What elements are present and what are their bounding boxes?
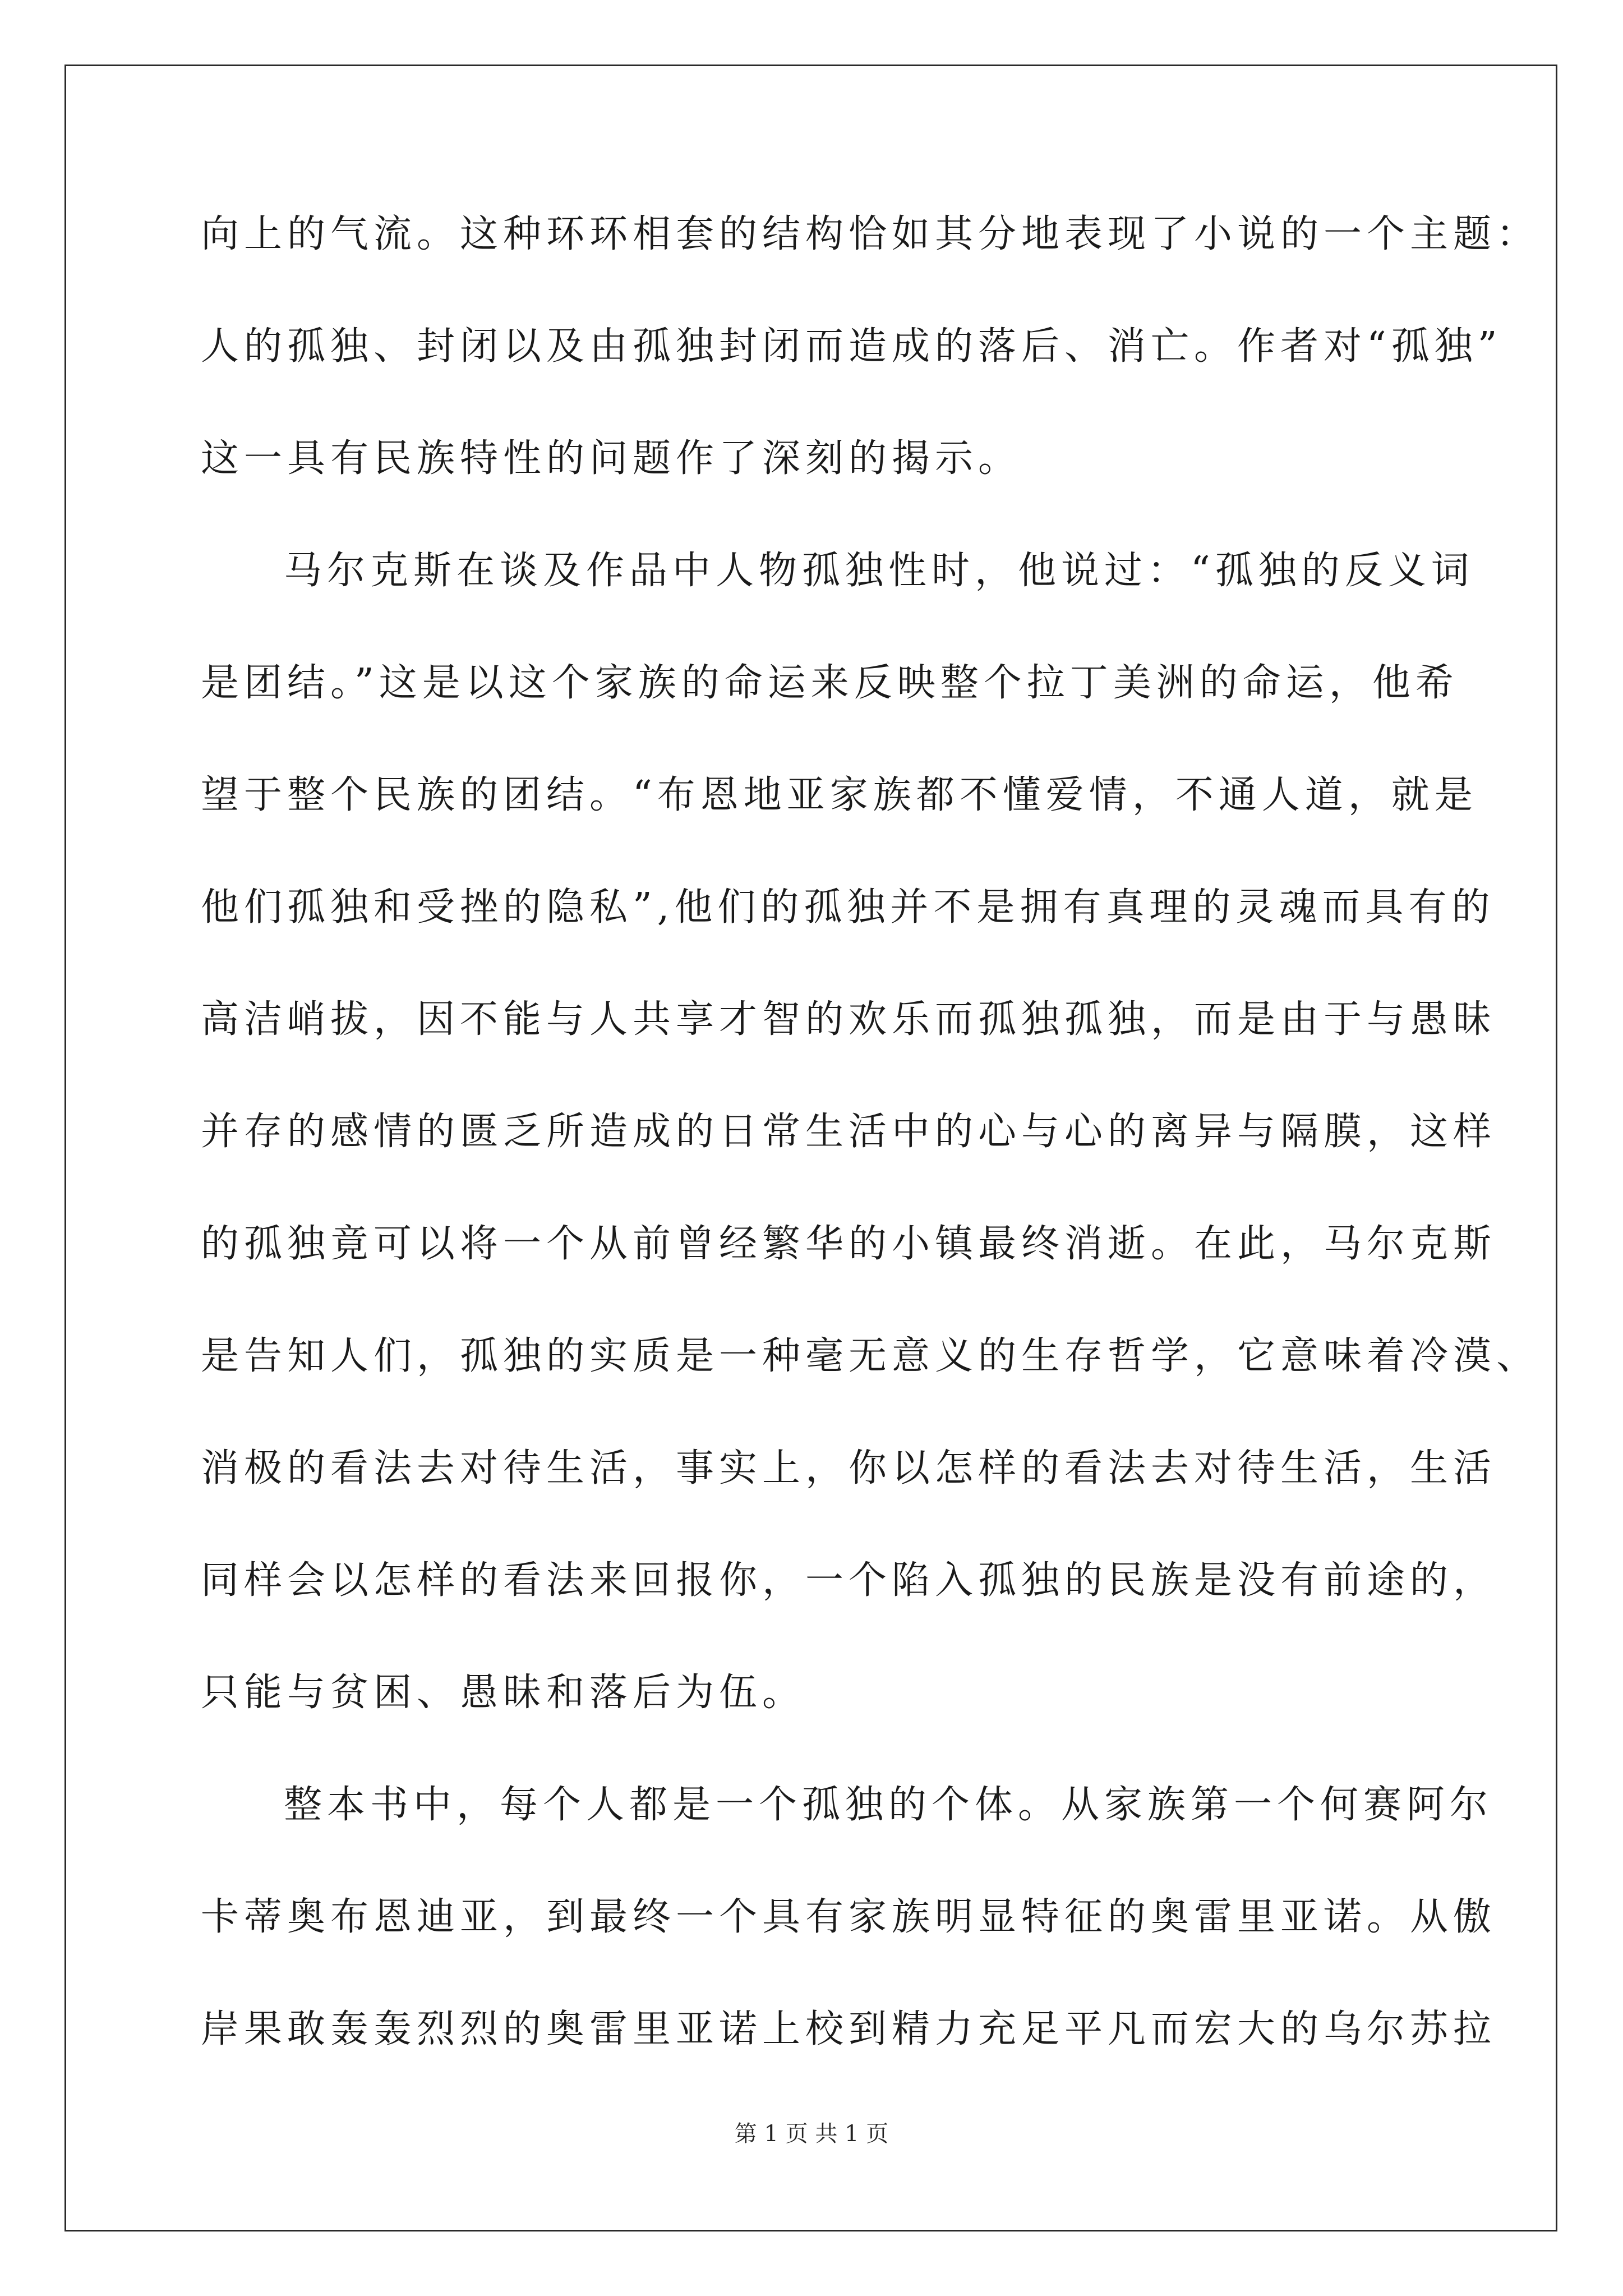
- text-line: 是团结。”这是以这个家族的命运来反映整个拉丁美洲的命运，他希: [201, 661, 1459, 705]
- text-line: 只能与贫困、愚昧和落后为伍。: [201, 1671, 806, 1715]
- text-line: 高洁峭拔，因不能与人共享才智的欢乐而孤独孤独，而是由于与愚昧: [201, 997, 1497, 1042]
- text-line: 并存的感情的匮乏所造成的日常生活中的心与心的离异与隔膜，这样: [201, 1110, 1497, 1154]
- text-line: 他们孤独和受挫的隐私”,他们的孤独并不是拥有真理的灵魂而具有的: [201, 885, 1495, 930]
- text-line: 是告知人们，孤独的实质是一种毫无意义的生存哲学，它意味着冷漠、: [201, 1334, 1540, 1378]
- page-number-footer: 第 1 页 共 1 页: [734, 2121, 889, 2147]
- text-line: 卡蒂奥布恩迪亚，到最终一个具有家族明显特征的奥雷里亚诺。从傲: [201, 1895, 1497, 1939]
- text-line: 的孤独竟可以将一个从前曾经繁华的小镇最终消逝。在此，马尔克斯: [201, 1222, 1497, 1266]
- paragraph-first-line: 整本书中，每个人都是一个孤独的个体。从家族第一个何赛阿尔: [284, 1783, 1493, 1827]
- text-line: 望于整个民族的团结。“布恩地亚家族都不懂爱情，不通人道，就是: [201, 773, 1478, 817]
- text-line: 人的孤独、封闭以及由孤独封闭而造成的落后、消亡。作者对“孤独”: [201, 324, 1502, 369]
- text-line: 同样会以怎样的看法来回报你，一个陷入孤独的民族是没有前途的，: [201, 1558, 1497, 1603]
- text-line: 向上的气流。这种环环相套的结构恰如其分地表现了小说的一个主题：: [201, 212, 1540, 256]
- paragraph-first-line: 马尔克斯在谈及作品中人物孤独性时，他说过：“孤独的反义词: [284, 549, 1474, 593]
- text-line: 这一具有民族特性的问题作了深刻的揭示。: [201, 436, 1022, 481]
- text-line: 消极的看法去对待生活，事实上，你以怎样的看法去对待生活，生活: [201, 1446, 1497, 1490]
- text-line: 岸果敢轰轰烈烈的奥雷里亚诺上校到精力充足平凡而宏大的乌尔苏拉: [201, 2007, 1497, 2051]
